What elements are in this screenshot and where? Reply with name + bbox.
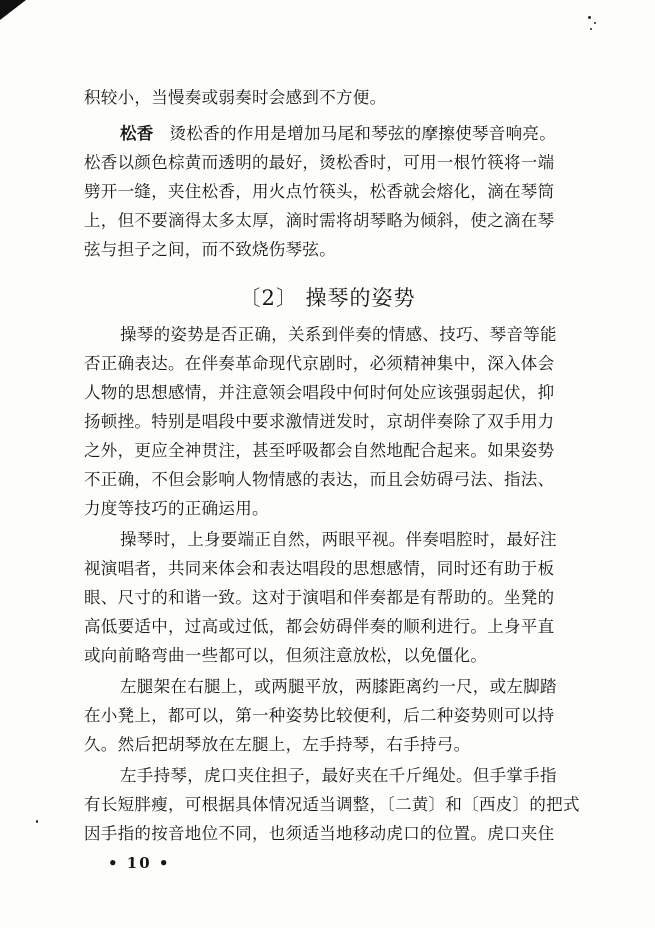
page-number: • 10 • (108, 854, 171, 872)
text-line: 久。然后把胡琴放在左腿上，左手持琴，右手持弓。 (84, 735, 471, 754)
text-line: 视演唱者，共同来体会和表达唱段的思想感情，同时还有助于板 (84, 559, 555, 578)
scan-speck (590, 28, 592, 30)
scan-corner-mark (0, 0, 40, 24)
rosin-entry-first-line (120, 124, 596, 144)
text-line: 松香以颜色棕黄而透明的最好，烫松香时，可用一根竹筷将一端 (84, 153, 555, 172)
text-line: 之外，更应全神贯注，甚至呼吸都会自然地配合起来。如果姿势 (84, 441, 555, 460)
text-line: 操琴的姿势是否正确，关系到伴奏的情感、技巧、琴音等能 (120, 325, 557, 344)
text-line: 眼、尺寸的和谐一致。这对于演唱和伴奏都是有帮助的。坐凳的 (84, 588, 555, 607)
text-line: 扬顿挫。特别是唱段中要求激情迸发时，京胡伴奏除了双手用力 (84, 412, 555, 431)
text-line: 积较小，当慢奏或弱奏时会感到不方便。 (84, 88, 387, 107)
text-line: 不正确，不但会影响人物情感的表达，而且会妨碍弓法、指法、 (84, 470, 555, 489)
text-line: 上，但不要滴得太多太厚，滴时需将胡琴略为倾斜，使之滴在琴 (84, 211, 555, 230)
text-line: 有长短胖瘦，可根据具体情况适当调整，〔二黄〕和〔西皮〕的把式 (84, 795, 580, 814)
text-line: 弦与担子之间，而不致烧伤琴弦。 (84, 240, 336, 259)
section-heading: 〔2〕 操琴的姿势 (239, 286, 416, 310)
scan-speck (594, 22, 596, 24)
text-line: 否正确表达。在伴奏革命现代京剧时，必须精神集中，深入体会 (84, 354, 555, 373)
text-line: 人物的思想感情，并注意领会唱段中何时何处应该强弱起伏，抑 (84, 383, 555, 402)
text-line: 或向前略弯曲一些都可以，但须注意放松，以免僵化。 (84, 646, 488, 665)
text-line: 劈开一缝，夹住松香，用火点竹筷头，松香就会熔化，滴在琴筒 (84, 182, 555, 201)
scan-speck (588, 16, 591, 19)
text-line: 高低要适中，过高或过低，都会妨碍伴奏的顺利进行。上身平直 (84, 617, 555, 636)
text-line: 左腿架在右腿上，或两腿平放，两膝距离约一尺，或左脚踏 (120, 677, 557, 696)
text-line: 力度等技巧的正确运用。 (84, 499, 269, 518)
scan-speck (36, 820, 38, 823)
text-line: 左手持琴，虎口夹住担子，最好夹在千斤绳处。但手掌手指 (120, 766, 557, 785)
text-line: 因手指的按音地位不同，也须适当地移动虎口的位置。虎口夹住 (84, 824, 555, 843)
rosin-first-line: 烫松香的作用是增加马尾和琴弦的摩擦使琴音响亮。 (169, 124, 557, 143)
text-line: 在小凳上，都可以，第一种姿势比较便利，后二种姿势则可以持 (84, 706, 555, 725)
rosin-term: 松香 (120, 124, 154, 143)
text-line: 操琴时，上身要端正自然，两眼平视。伴奏唱腔时，最好注 (120, 530, 557, 549)
